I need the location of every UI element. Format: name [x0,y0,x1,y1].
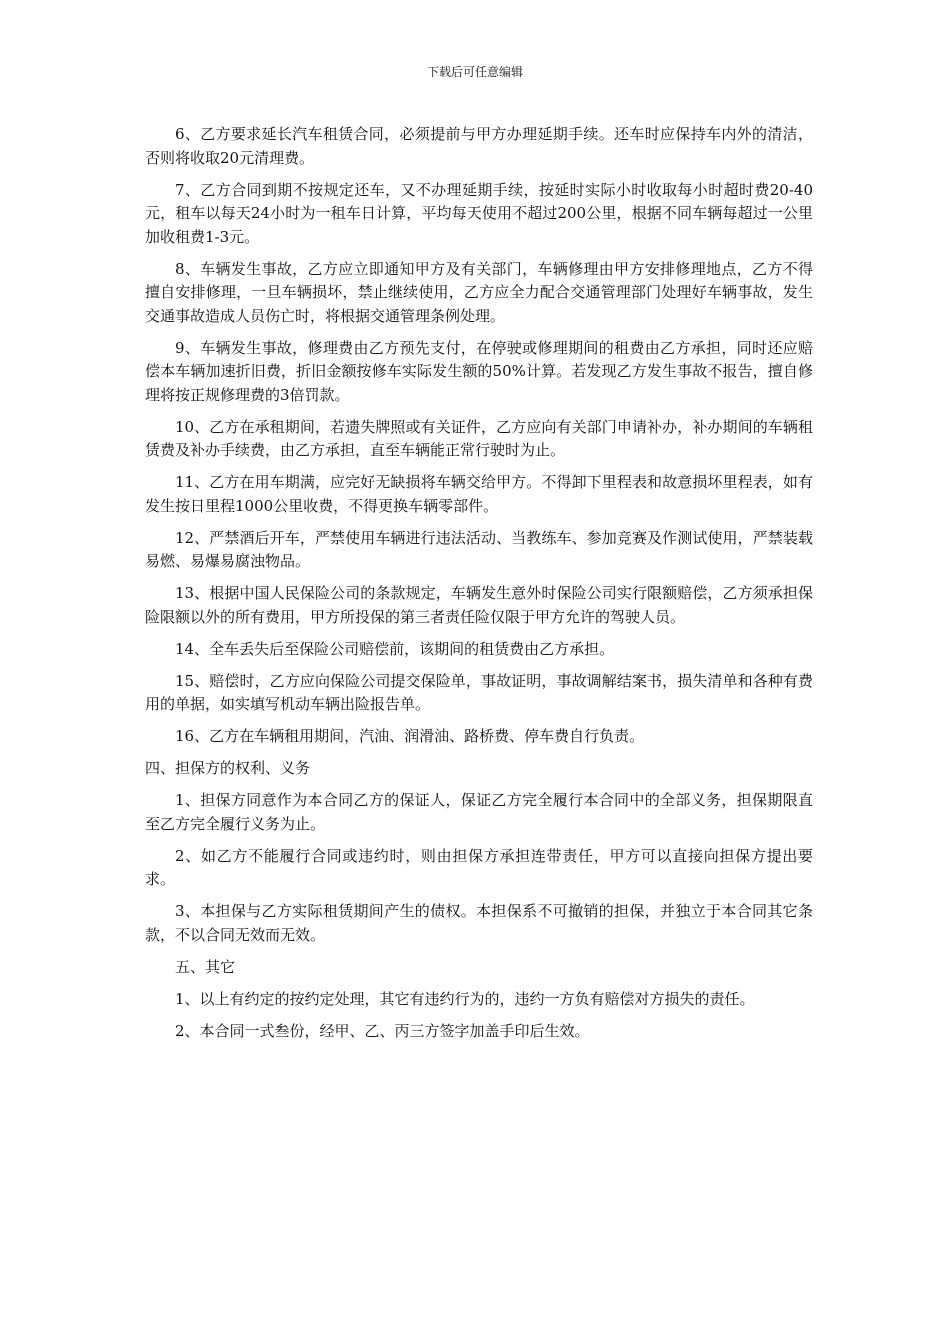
page-header: 下载后可任意编辑 [426,65,523,79]
clause-16: 16、乙方在车辆租用期间，汽油、润滑油、路桥费、停车费自行负责。 [175,727,645,745]
clause-15: 15、赔偿时，乙方应向保险公司提交保险单，事故证明，事故调解结案书，损失清单和各种有费用的单据，如实填写机动车辆出险报告单。 [145,671,813,713]
section-4-heading: 四、担保方的权利、义务 [145,759,311,777]
clause-6: 6、乙方要求延长汽车租赁合同，必须提前与甲方办理延期手续。还车时应保持车内外的清洁，否则将收取20元清理费。 [145,125,813,167]
clause-14: 14、全车丢失后至保险公司赔偿前，该期间的租赁费由乙方承担。 [175,639,615,658]
document-body [145,123,813,1052]
section-5-item-1: 1、以上有约定的按约定处理，其它有违约行为的，违约一方负有赔偿对方损失的责任。 [175,989,755,1008]
section-4-item-1: 1、担保方同意作为本合同乙方的保证人，保证乙方完全履行本合同中的全部义务，担保期限直至乙方完全履行义务为止。 [145,791,813,833]
clause-7: 7、乙方合同到期不按规定还车，又不办理延期手续，按延时实际小时收取每小时超时费20-40元，租车以每天24小时为一租车日计算，平均每天使用不超过200公里，根据不同车辆每超过一公里加收租费1-3元。 [145,180,813,246]
section-5-heading: 五、其它 [175,957,236,976]
section-4-item-3: 3、本担保与乙方实际租赁期间产生的债权。本担保系不可撤销的担保，并独立于本合同其它条款，不以合同无效而无效。 [145,902,813,944]
clause-11: 11、乙方在用车期满，应完好无缺损将车辆交给甲方。不得卸下里程表和故意损坏里程表，如有发生按日里程1000公里收费，不得更换车辆零部件。 [145,473,813,515]
clause-13: 13、根据中国人民保险公司的条款规定，车辆发生意外时保险公司实行限额赔偿，乙方须承担保险限额以外的所有费用，甲方所投保的第三者责任险仅限于甲方允许的驾驶人员。 [145,584,813,626]
clause-12: 12、严禁酒后开车，严禁使用车辆进行违法活动、当教练车、参加竞赛及作测试使用，严禁装载易燃、易爆易腐浊物品。 [145,528,813,570]
clause-10: 10、乙方在承租期间，若遗失牌照或有关证件，乙方应向有关部门申请补办，补办期间的车辆租赁费及补办手续费，由乙方承担，直至车辆能正常行驶时为止。 [145,417,813,459]
clause-9: 9、车辆发生事故，修理费由乙方预先支付，在停驶或修理期间的租费由乙方承担，同时还应赔偿本车辆加速折旧费，折旧金额按修车实际发生额的50%计算。若发现乙方发生事故不报告，擅自修理将按正规修理费的3倍罚款。 [145,338,813,404]
section-5-item-2: 2、本合同一式叁份，经甲、乙、丙三方签字加盖手印后生效。 [175,1021,590,1040]
clause-8: 8、车辆发生事故，乙方应立即通知甲方及有关部门，车辆修理由甲方安排修理地点，乙方不得擅自安排修理，一旦车辆损坏，禁止继续使用，乙方应全力配合交通管理部门处理好车辆事故，发生交通事故造成人员伤亡时，将根据交通管理条例处理。 [145,259,813,325]
section-4-item-2: 2、如乙方不能履行合同或违约时，则由担保方承担连带责任，甲方可以直接向担保方提出要求。 [145,846,813,888]
